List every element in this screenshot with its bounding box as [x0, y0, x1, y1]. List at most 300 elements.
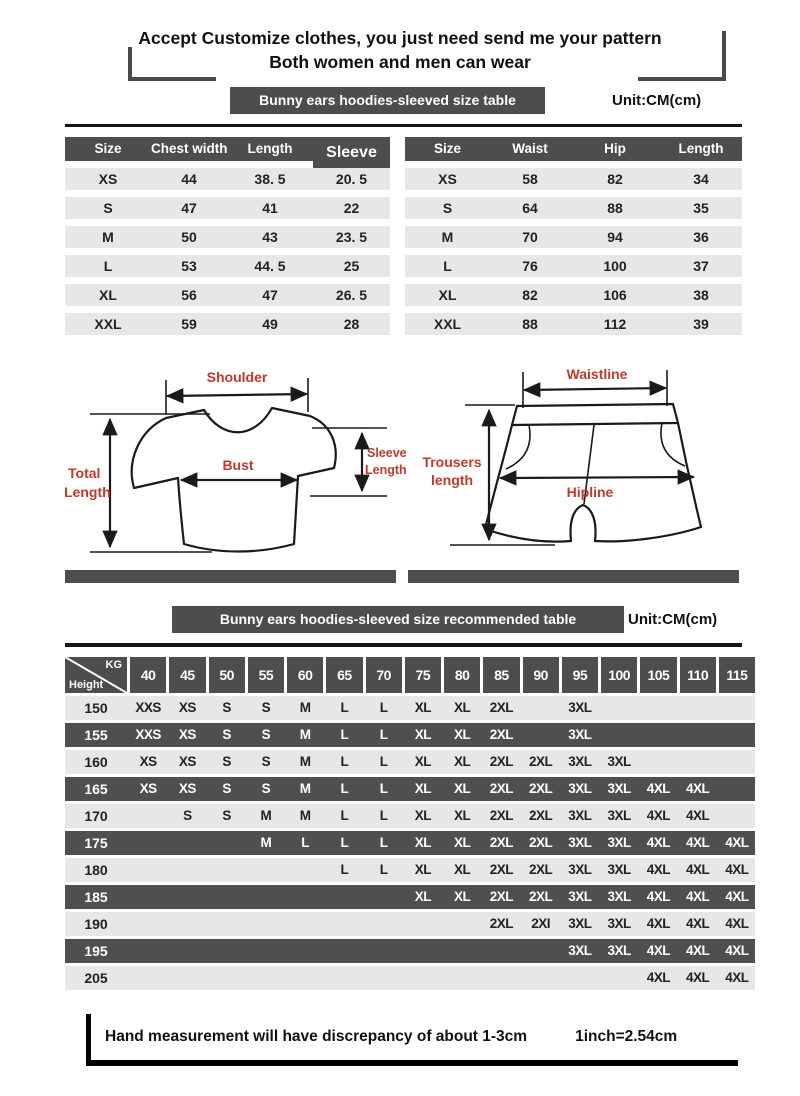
measurement-note: Hand measurement will have discrepancy of about 1-3cm	[105, 1028, 528, 1045]
size-cell: 50	[181, 229, 197, 245]
recommend-size-cell: XL	[453, 808, 471, 823]
trousers-length-label-1: Trousers	[422, 454, 482, 470]
size-cell: 41	[262, 200, 278, 216]
recommend-size-cell	[562, 966, 598, 990]
recommend-size-cell: M	[299, 727, 311, 742]
recommend-size-cell: M	[299, 700, 311, 715]
size-cell: M	[441, 229, 454, 245]
height-label-cell: 185	[84, 889, 108, 905]
recommend-size-cell: L	[379, 781, 388, 796]
recommend-row	[65, 804, 755, 828]
recommend-size-cell	[523, 939, 559, 963]
recommend-size-cell: 3XL	[568, 754, 592, 769]
recommend-size-cell	[248, 912, 284, 936]
recommend-size-cell: XS	[139, 781, 157, 796]
size-row	[405, 255, 742, 277]
hoodie-table-header	[65, 137, 390, 161]
recommend-size-cell: 3XL	[607, 943, 631, 958]
recommend-size-cell	[248, 885, 284, 909]
height-label-cell: 150	[84, 700, 108, 716]
recommend-size-cell: L	[340, 727, 349, 742]
size-cell: 25	[343, 258, 360, 274]
shorts-table-header	[405, 137, 742, 161]
recommend-size-cell	[405, 912, 441, 936]
recommend-size-cell: 3XL	[568, 835, 592, 850]
recommend-row	[65, 777, 755, 801]
size-cell: 49	[262, 316, 278, 332]
recommend-size-cell	[640, 696, 676, 720]
recommend-size-cell: 4XL	[725, 916, 749, 931]
size-cell: XXL	[94, 316, 122, 332]
recommended-table-header	[65, 657, 755, 693]
recommend-size-cell	[169, 885, 205, 909]
recommended-size-table	[65, 657, 755, 990]
recommend-size-cell: 3XL	[568, 889, 592, 904]
size-row	[65, 226, 390, 248]
recommend-size-cell: M	[299, 754, 311, 769]
recommend-size-cell	[130, 912, 166, 936]
recommend-size-cell: 2XL	[489, 889, 513, 904]
height-label-cell: 195	[84, 943, 108, 959]
recommend-size-cell: 4XL	[646, 808, 670, 823]
size-cell: 20. 5	[335, 171, 368, 187]
recommend-size-cell: M	[260, 835, 272, 850]
recommend-size-cell: XS	[139, 754, 157, 769]
recommend-size-cell: 2XL	[489, 916, 513, 931]
height-label-cell: 170	[84, 808, 108, 824]
recommend-size-cell: L	[301, 835, 309, 850]
recommend-size-cell	[130, 966, 166, 990]
recommend-size-cell	[248, 939, 284, 963]
recommend-size-cell: 2XL	[489, 727, 513, 742]
recommend-size-cell	[287, 858, 323, 882]
recommend-size-cell	[483, 966, 519, 990]
recommend-size-cell: XL	[414, 754, 431, 769]
size-cell: S	[103, 200, 113, 216]
recommend-size-cell	[444, 912, 480, 936]
recommend-row	[65, 750, 755, 774]
height-label-cell: 165	[84, 781, 108, 797]
weight-header-cell: 80	[444, 657, 480, 693]
size-cell: 47	[181, 200, 197, 216]
size-cell: 43	[262, 229, 278, 245]
column-header: Size	[94, 141, 122, 156]
recommend-size-cell	[169, 858, 205, 882]
height-label-cell: 190	[84, 916, 108, 932]
recommend-size-cell	[209, 939, 245, 963]
size-cell: 64	[522, 200, 538, 216]
recommend-size-cell: 4XL	[646, 970, 670, 985]
title-bracket-left	[128, 47, 216, 81]
recommend-size-cell: 2XL	[528, 835, 553, 850]
recommend-size-cell: 4XL	[725, 943, 749, 958]
footer-note-box	[86, 1014, 738, 1066]
waistline-arrow	[525, 388, 665, 390]
divider-line	[65, 124, 742, 127]
height-label-cell: 180	[84, 862, 108, 878]
recommend-size-cell: 4XL	[685, 970, 710, 985]
recommended-table-banner: Bunny ears hoodies-sleeved size recommended table	[172, 606, 624, 633]
trousers-length-label-2: length	[431, 472, 473, 488]
recommend-size-cell: 2XI	[531, 916, 550, 931]
recommend-size-cell	[601, 696, 637, 720]
recommend-size-cell: L	[379, 727, 388, 742]
recommend-size-cell	[130, 939, 166, 963]
recommend-size-cell	[719, 723, 755, 747]
recommend-row	[65, 696, 755, 720]
size-row	[65, 313, 390, 335]
recommend-size-cell	[366, 912, 402, 936]
shorts-outline	[485, 423, 701, 542]
recommend-size-cell: S	[222, 808, 231, 823]
weight-header-cell: 95	[562, 657, 598, 693]
recommend-size-cell	[130, 858, 166, 882]
recommend-size-cell: 2XL	[489, 781, 513, 796]
recommend-size-cell: 4XL	[685, 835, 710, 850]
recommend-size-cell	[130, 804, 166, 828]
recommend-size-cell: XL	[453, 835, 471, 850]
recommend-size-cell	[326, 912, 362, 936]
size-cell: 76	[522, 258, 538, 274]
column-header: Sleeve	[313, 138, 390, 168]
recommend-size-cell: XS	[178, 727, 196, 742]
recommend-size-cell	[209, 831, 245, 855]
weight-header-cell: 65	[326, 657, 362, 693]
weight-header-cell: 70	[366, 657, 402, 693]
recommend-size-cell	[719, 696, 755, 720]
size-table-banner: Bunny ears hoodies-sleeved size table	[230, 87, 545, 114]
tshirt-diagram	[62, 356, 407, 569]
title-line-2: Both women and men can wear	[269, 52, 531, 72]
recommend-size-cell: S	[183, 808, 192, 823]
size-cell: 53	[181, 258, 197, 274]
column-header: Waist	[512, 141, 548, 156]
size-cell: 94	[607, 229, 623, 245]
recommend-size-cell: 4XL	[725, 889, 749, 904]
recommend-size-cell: 2XL	[528, 889, 553, 904]
recommend-size-cell: XL	[414, 835, 431, 850]
recommend-size-cell	[523, 723, 559, 747]
recommend-size-cell: 3XL	[607, 916, 631, 931]
recommend-size-cell	[287, 966, 323, 990]
recommend-size-cell	[366, 939, 402, 963]
size-cell: 82	[522, 287, 538, 303]
recommend-size-cell	[444, 939, 480, 963]
size-cell: 58	[522, 171, 538, 187]
size-cell: 36	[693, 229, 709, 245]
recommend-size-cell: 4XL	[646, 835, 670, 850]
recommend-size-cell: 3XL	[607, 808, 631, 823]
size-row	[405, 226, 742, 248]
sleeve-length-label-2: Length	[365, 463, 407, 477]
weight-header-cell: 60	[287, 657, 323, 693]
size-cell: L	[103, 258, 113, 274]
recommend-size-cell	[169, 831, 205, 855]
recommend-size-cell: S	[261, 754, 271, 769]
recommend-size-cell: 4XL	[725, 835, 749, 850]
recommend-size-cell: XL	[453, 889, 471, 904]
size-cell: XL	[438, 287, 457, 303]
recommend-size-cell: 2XL	[489, 808, 513, 823]
size-cell: 106	[603, 287, 627, 303]
recommend-size-cell	[326, 966, 362, 990]
hipline-arrow	[501, 477, 693, 478]
recommend-size-cell	[248, 858, 284, 882]
recommend-size-cell: S	[261, 781, 271, 796]
weight-header-cell: 50	[209, 657, 245, 693]
size-cell: 23. 5	[335, 229, 368, 245]
size-cell: 56	[181, 287, 197, 303]
recommend-size-cell: 3XL	[568, 862, 592, 877]
inch-conversion: 1inch=2.54cm	[575, 1028, 678, 1045]
recommend-size-cell: 4XL	[646, 916, 670, 931]
recommend-size-cell: 4XL	[725, 862, 749, 877]
recommend-size-cell: L	[340, 781, 349, 796]
recommend-size-cell: 2XL	[528, 781, 553, 796]
recommend-size-cell	[366, 885, 402, 909]
recommend-size-cell	[523, 696, 559, 720]
title-bracket-right	[638, 31, 726, 81]
recommend-size-cell	[719, 750, 755, 774]
recommend-size-cell	[209, 858, 245, 882]
recommend-size-cell: XL	[453, 727, 471, 742]
weight-header-cell: 115	[719, 657, 755, 693]
size-cell: 70	[522, 229, 538, 245]
recommend-size-cell: L	[379, 700, 388, 715]
recommend-size-cell: 4XL	[685, 943, 710, 958]
recommend-size-cell	[326, 939, 362, 963]
recommend-size-cell	[287, 885, 323, 909]
size-cell: 34	[693, 171, 709, 187]
total-length-label-2: Length	[64, 484, 111, 500]
height-label-cell: 160	[84, 754, 108, 770]
recommend-size-cell	[444, 966, 480, 990]
recommend-size-cell: 3XL	[568, 808, 592, 823]
recommend-size-cell: 3XL	[607, 835, 631, 850]
size-row	[65, 255, 390, 277]
recommend-row	[65, 831, 755, 855]
recommend-size-cell: XL	[414, 889, 431, 904]
recommend-size-cell	[680, 696, 716, 720]
recommend-size-cell: 2XL	[489, 862, 513, 877]
recommend-size-cell: 3XL	[568, 943, 592, 958]
recommend-size-cell: 3XL	[568, 727, 592, 742]
recommend-size-cell: L	[379, 808, 388, 823]
size-cell: XS	[98, 171, 118, 187]
size-cell: XL	[99, 287, 117, 303]
height-label-cell: 205	[84, 970, 108, 986]
recommend-size-cell: L	[340, 700, 349, 715]
recommend-size-cell	[287, 912, 323, 936]
recommend-row	[65, 858, 755, 882]
hoodie-table-body	[65, 168, 390, 335]
size-cell: XS	[438, 171, 457, 187]
size-row	[65, 284, 390, 306]
shoulder-label: Shoulder	[206, 369, 268, 385]
recommend-size-cell	[601, 723, 637, 747]
size-row	[405, 197, 742, 219]
recommend-size-cell: M	[299, 808, 311, 823]
recommend-size-cell: 4XL	[685, 862, 710, 877]
recommend-size-cell	[209, 912, 245, 936]
size-cell: 88	[522, 316, 538, 332]
recommend-size-cell: L	[340, 754, 349, 769]
recommend-size-cell: S	[222, 727, 231, 742]
size-cell: L	[443, 258, 452, 274]
recommend-size-cell: L	[379, 754, 388, 769]
weight-header-cell: 45	[169, 657, 205, 693]
weight-header-cell: 40	[130, 657, 166, 693]
size-cell: 47	[262, 287, 278, 303]
recommend-size-cell: 3XL	[607, 862, 631, 877]
recommend-size-cell: 2XL	[528, 862, 553, 877]
recommend-size-cell: 2XL	[489, 835, 513, 850]
recommend-size-cell: XS	[178, 700, 196, 715]
recommend-size-cell: 3XL	[568, 916, 592, 931]
recommend-row	[65, 723, 755, 747]
recommend-size-cell: S	[222, 700, 231, 715]
recommend-size-cell	[287, 939, 323, 963]
size-cell: 26. 5	[335, 287, 368, 303]
weight-header-cell: 85	[483, 657, 519, 693]
size-cell: S	[442, 200, 453, 216]
recommend-size-cell: S	[222, 781, 231, 796]
recommend-row	[65, 939, 755, 963]
recommend-size-cell	[640, 723, 676, 747]
recommend-size-cell: L	[340, 835, 349, 850]
size-cell: M	[102, 229, 114, 245]
size-cell: 39	[693, 316, 709, 332]
recommend-size-cell: 2XL	[528, 754, 553, 769]
weight-header-cell: 75	[405, 657, 441, 693]
recommend-size-cell: 3XL	[568, 700, 592, 715]
size-cell: 28	[343, 316, 360, 332]
recommend-size-cell	[601, 966, 637, 990]
recommend-size-cell: XL	[453, 862, 471, 877]
size-cell: 59	[181, 316, 197, 332]
recommend-size-cell	[405, 966, 441, 990]
size-cell: 35	[693, 200, 709, 216]
column-header: Length	[678, 141, 724, 156]
separator-bar-right	[408, 570, 739, 583]
shorts-table-body	[405, 168, 742, 335]
recommend-size-cell: 2XL	[489, 754, 513, 769]
column-header: Length	[247, 141, 293, 156]
recommend-size-cell: 2XL	[489, 700, 513, 715]
size-cell: 112	[603, 316, 627, 332]
recommend-size-cell	[130, 885, 166, 909]
recommend-size-cell: 4XL	[646, 862, 670, 877]
column-header: Hip	[604, 141, 626, 156]
size-cell: 88	[607, 200, 623, 216]
height-weight-corner-cell	[65, 657, 127, 693]
recommend-size-cell	[209, 885, 245, 909]
corner-kg-label: KG	[105, 659, 122, 671]
recommend-row	[65, 885, 755, 909]
recommend-size-cell	[326, 885, 362, 909]
recommend-size-cell	[483, 939, 519, 963]
recommend-size-cell: 4XL	[725, 970, 749, 985]
recommend-size-cell: M	[299, 781, 311, 796]
recommend-size-cell	[680, 750, 716, 774]
size-cell: 100	[603, 258, 627, 274]
recommend-size-cell	[719, 804, 755, 828]
recommend-size-cell: S	[222, 754, 231, 769]
waistline-label: Waistline	[566, 366, 628, 382]
size-row	[65, 168, 390, 190]
shorts-waistband	[512, 404, 678, 425]
recommend-size-cell	[640, 750, 676, 774]
recommend-size-cell: 4XL	[685, 781, 710, 796]
recommend-size-cell: XXS	[135, 700, 161, 715]
recommend-size-cell	[366, 966, 402, 990]
recommend-size-cell: 4XL	[646, 943, 670, 958]
column-header: Size	[433, 141, 461, 156]
height-label-cell: 175	[84, 835, 108, 851]
recommend-size-cell	[719, 777, 755, 801]
recommend-size-cell	[130, 831, 166, 855]
recommend-size-cell: L	[379, 835, 388, 850]
recommend-size-cell: XXS	[135, 727, 161, 742]
size-cell: 37	[693, 258, 709, 274]
bust-label: Bust	[222, 457, 254, 473]
recommend-size-cell: 4XL	[685, 889, 710, 904]
recommend-size-cell: XL	[453, 781, 471, 796]
hoodie-size-table	[65, 137, 390, 335]
unit-label: Unit:CM(cm)	[628, 611, 718, 628]
weight-header-cell: 90	[523, 657, 559, 693]
recommend-size-cell: XL	[453, 700, 471, 715]
recommend-size-cell: 3XL	[607, 754, 631, 769]
recommend-size-cell: 4XL	[685, 808, 710, 823]
size-row	[405, 168, 742, 190]
recommend-size-cell: XL	[453, 754, 471, 769]
sleeve-length-label-1: Sleeve	[367, 446, 407, 460]
recommend-size-cell: 3XL	[607, 889, 631, 904]
recommend-row	[65, 912, 755, 936]
size-cell: 44	[181, 171, 197, 187]
height-label-cell: 155	[84, 727, 108, 743]
recommend-size-cell	[169, 912, 205, 936]
total-length-label-1: Total	[68, 465, 101, 481]
size-row	[65, 197, 390, 219]
size-cell: 22	[343, 200, 360, 216]
recommend-size-cell: L	[340, 862, 349, 877]
recommend-size-cell: XL	[414, 727, 431, 742]
size-cell: 44. 5	[254, 258, 286, 274]
corner-height-label: Height	[69, 679, 104, 691]
shoulder-arrow	[168, 394, 306, 396]
weight-header-cell: 100	[601, 657, 637, 693]
size-cell: 82	[607, 171, 623, 187]
recommend-size-cell: XL	[414, 781, 431, 796]
recommend-size-cell	[405, 939, 441, 963]
shorts-diagram	[405, 356, 740, 569]
recommend-row	[65, 966, 755, 990]
weight-header-cell: 110	[680, 657, 716, 693]
recommend-size-cell: 4XL	[646, 781, 670, 796]
recommend-size-cell	[523, 966, 559, 990]
recommend-size-cell	[680, 723, 716, 747]
recommend-size-cell: 4XL	[685, 916, 710, 931]
recommend-size-cell: XS	[178, 781, 196, 796]
weight-header-cell: 55	[248, 657, 284, 693]
column-header: Chest width	[151, 141, 228, 156]
divider-line	[65, 643, 742, 647]
recommend-size-cell	[169, 966, 205, 990]
recommend-size-cell: XL	[414, 862, 431, 877]
hipline-label: Hipline	[566, 484, 614, 500]
